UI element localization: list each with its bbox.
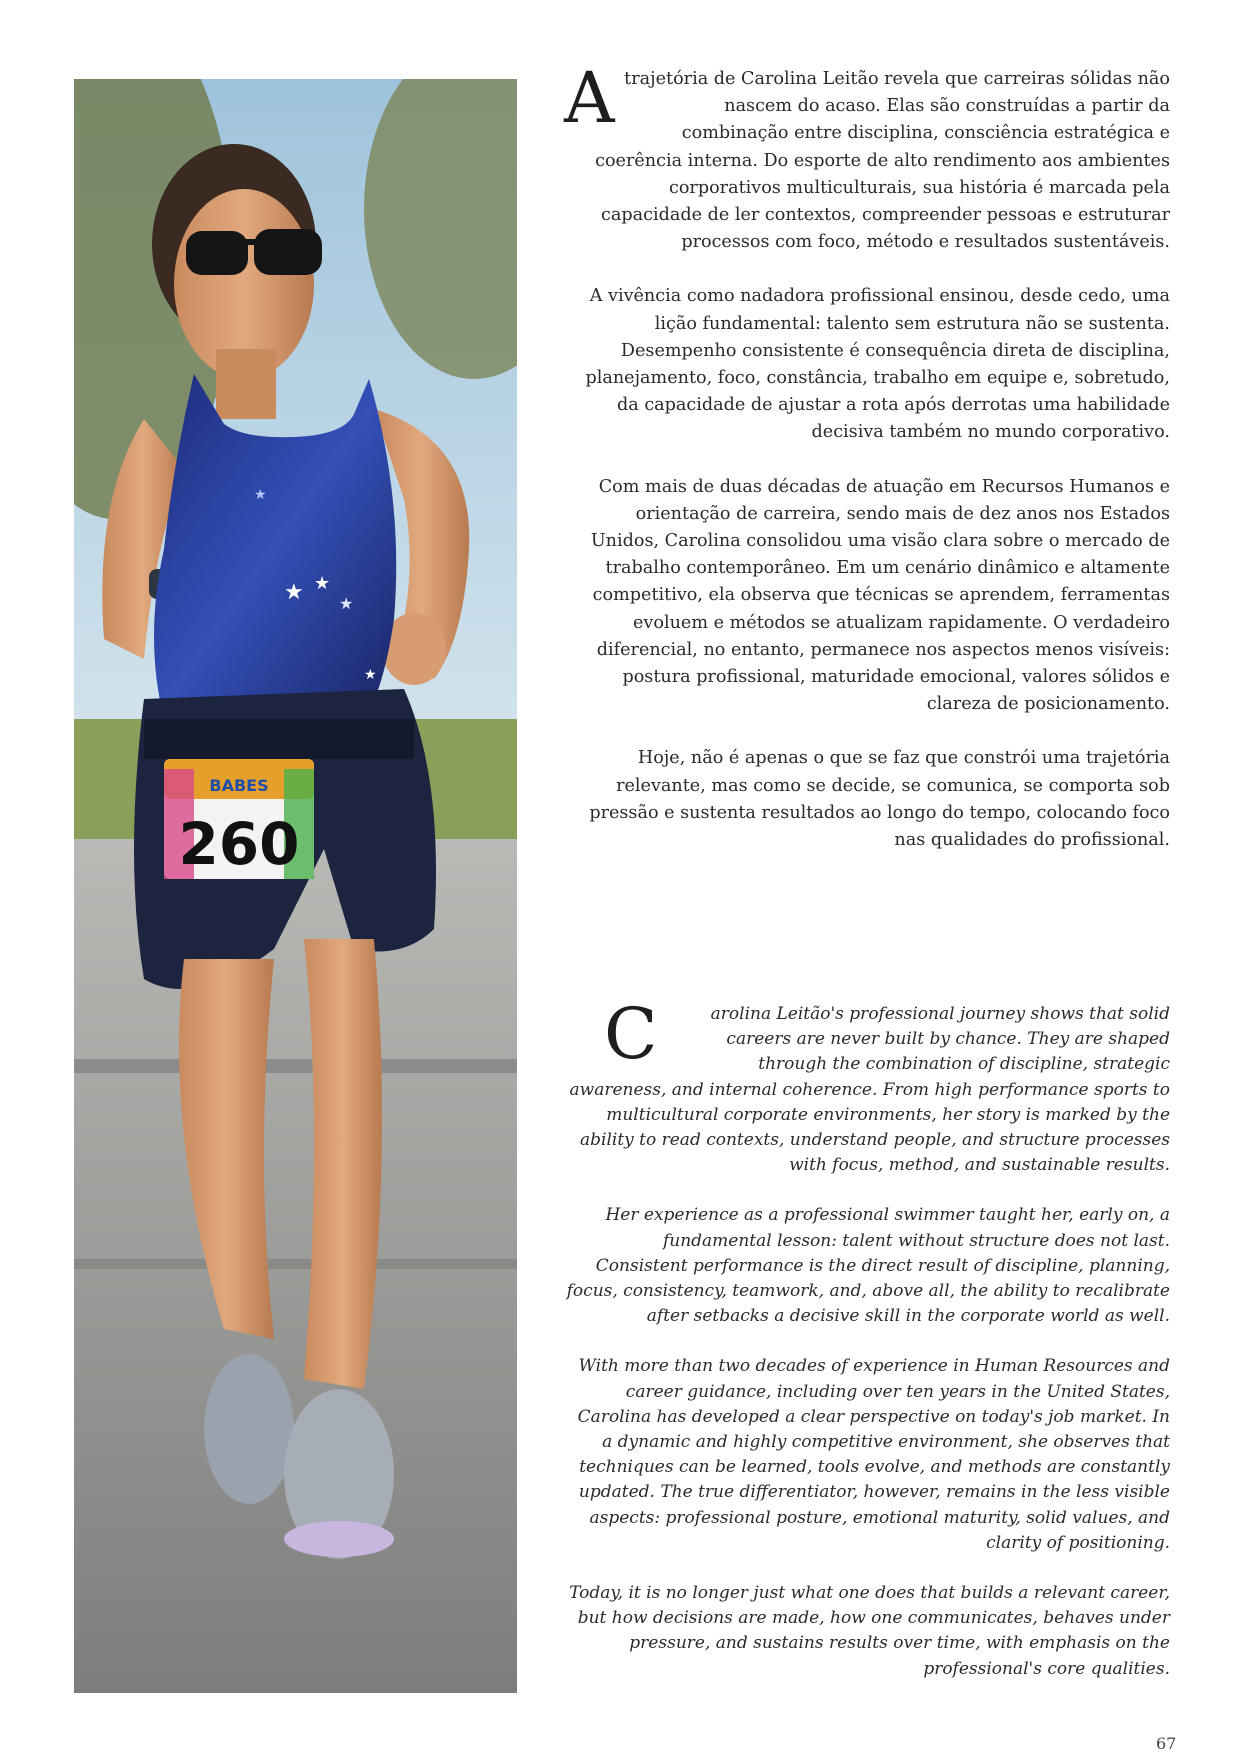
pt-paragraph-1-text: trajetória de Carolina Leitão revela que carreiras sólidas não nascem do acaso. Elas são construídas a partir da combinação entre disciplina, consciência estratégica e coerência interna. Do esporte de alto rendimento aos ambientes corporativos multiculturais, sua história é marcada pela capacidade de ler contextos, compreender pessoas e estruturar processos com foco, método e resultados sustentáveis. bbox=[595, 69, 1170, 253]
runner-illustration bbox=[74, 79, 517, 1693]
bib-brand: BABES bbox=[209, 776, 269, 795]
svg-text:★: ★ bbox=[284, 580, 304, 605]
english-article bbox=[566, 993, 1170, 1707]
pt-dropcap: A bbox=[564, 57, 615, 139]
pt-paragraph-1 bbox=[564, 57, 1170, 256]
en-paragraph-3: With more than two decades of experience in Human Resources and career guidance, including over ten years in the United States, Carolina has developed a clear perspective on today's job market. In a dynamic and highly competitive environment, she observes that techniques can be learned, tools evolve, and methods are constantly updated. The true differentiator, however, remains in the less visible aspects: professional posture, emotional maturity, solid values, and clarity of positioning. bbox=[577, 1356, 1170, 1553]
svg-text:★: ★ bbox=[364, 667, 377, 683]
runner-photo bbox=[74, 79, 517, 1693]
pt-paragraph-3: Com mais de duas décadas de atuação em Recursos Humanos e orientação de carreira, sendo mais de dez anos nos Estados Unidos, Carolina consolidou uma visão clara sobre o mercado de trabalho contemporâneo. Em um cenário dinâmico e altamente competitivo, ela observa que técnicas se aprendem, ferramentas evoluem e métodos se atualizam rapidamente. O verdadeiro diferencial, no entanto, permanece nos aspectos menos visíveis: postura profissional, maturidade emocional, valores sólidos e clareza de posicionamento. bbox=[590, 476, 1170, 715]
page-number: 67 bbox=[1156, 1734, 1177, 1753]
en-paragraph-2: Her experience as a professional swimmer taught her, early on, a fundamental lesson: talent without structure does not last. Consistent performance is the direct result of discipline, planning, focus, consistency, teamwork, and, above all, the ability to recalibrate after setbacks a decisive skill in the corporate world as well. bbox=[566, 1205, 1170, 1327]
pt-paragraph-4: Hoje, não é apenas o que se faz que constrói uma trajetória relevante, mas como se decide, se comunica, se comporta sob pressão e sustenta resultados ao longo do tempo, colocando foco nas qualidades do profissional. bbox=[589, 748, 1170, 851]
svg-text:★: ★ bbox=[254, 487, 267, 503]
svg-text:★: ★ bbox=[339, 594, 354, 613]
svg-text:★: ★ bbox=[314, 573, 331, 594]
en-paragraph-4: Today, it is no longer just what one does that builds a relevant career, but how decisions are made, how one communicates, behaves under pressure, and sustains results over time, with emphasis on the professional's core qualities. bbox=[569, 1583, 1170, 1679]
en-paragraph-1 bbox=[566, 993, 1170, 1178]
en-paragraph-1-text: arolina Leitão's professional journey shows that solid careers are never built by chance. They are shaped through the combination of discipline, strategic awareness, and internal coherence. From high performance sports to multicultural corporate environments, her story is marked by the ability to read contexts, understand people, and structure processes with focus, method, and sustainable results. bbox=[569, 1004, 1170, 1176]
en-dropcap: C bbox=[604, 993, 658, 1075]
bib-number: 260 bbox=[178, 810, 300, 878]
portuguese-article bbox=[564, 57, 1170, 881]
pt-paragraph-2: A vivência como nadadora profissional ensinou, desde cedo, uma lição fundamental: talento sem estrutura não se sustenta. Desempenho consistente é consequência direta de disciplina, planejamento, foco, constância, trabalho em equipe e, sobretudo, da capacidade de ajustar a rota após derrotas uma habilidade decisiva também no mundo corporativo. bbox=[585, 286, 1170, 443]
